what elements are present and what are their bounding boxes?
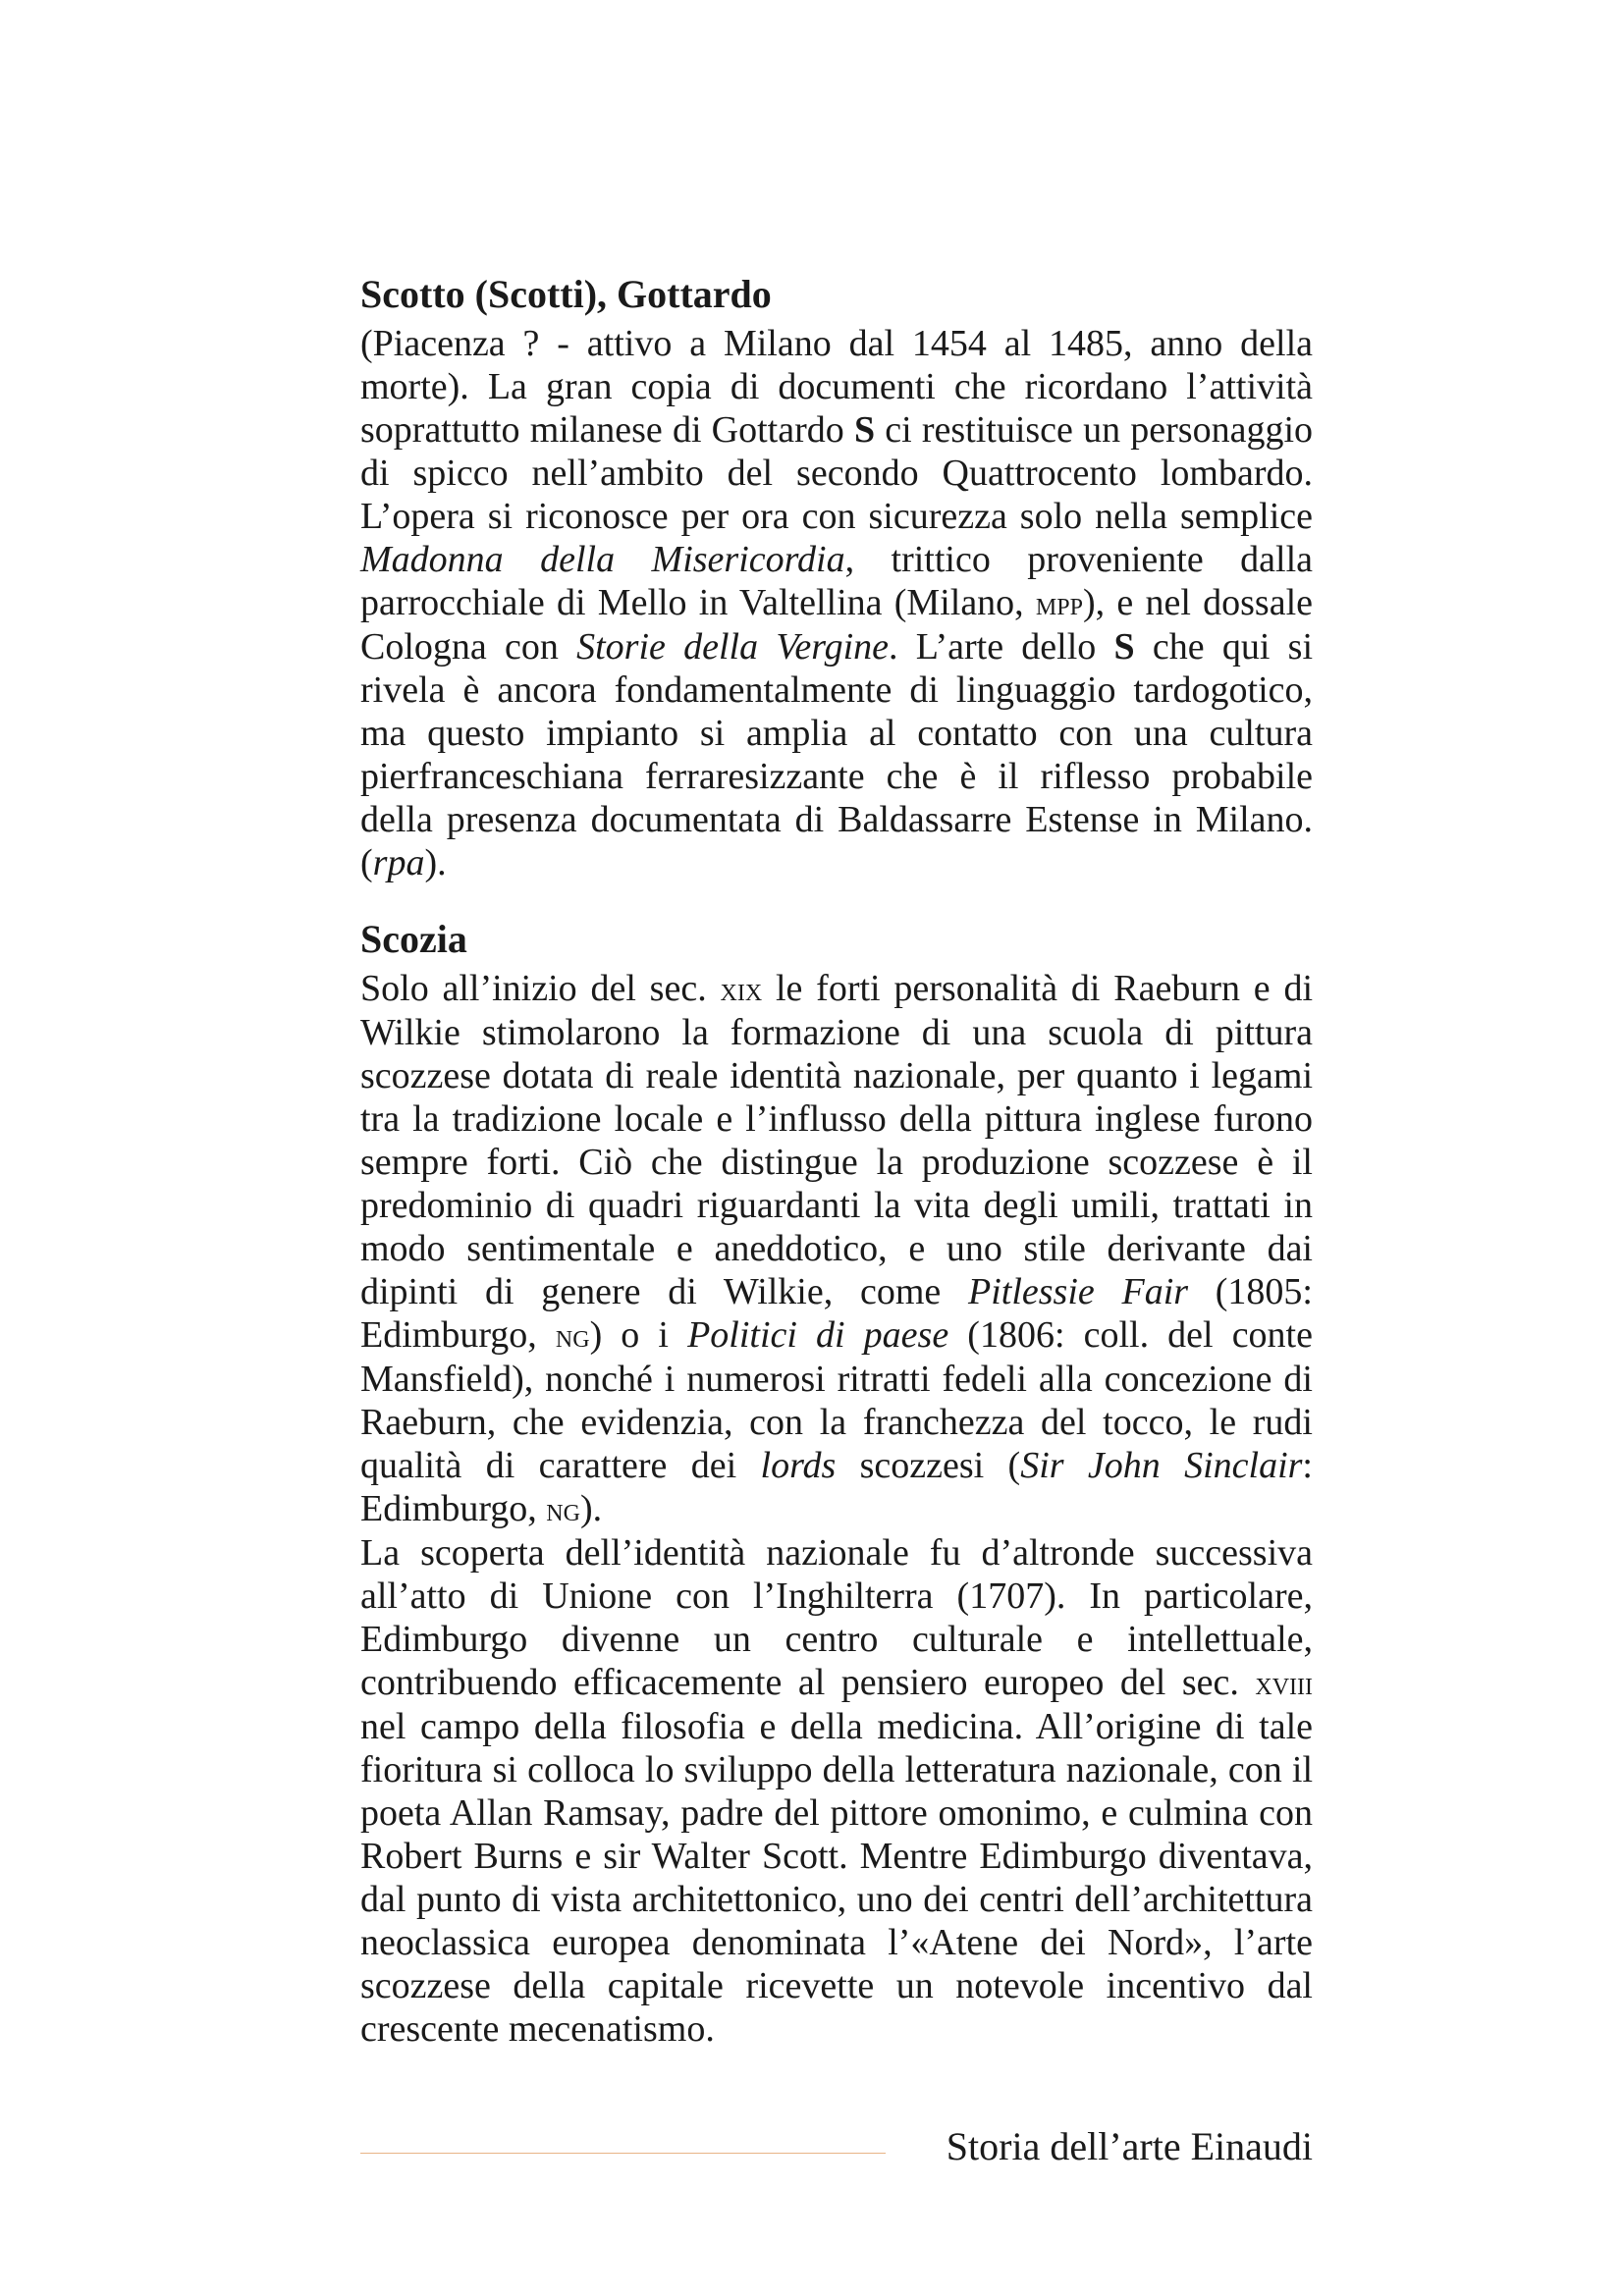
text-run: ), e nel dossale Cologna con bbox=[360, 582, 1313, 667]
text-run: le forti personalità di Raeburn e di Wilkie stimolarono la formazione di una scuola di pittura scozzese dotata di reale identità nazionale, per quanto i legami tra la tradizione locale e l’influsso della pittura inglese furono sempre forti. Ciò che distingue la produzione scozzese è il predominio di quadri riguardanti la vita degli umili, trattati in modo sentimentale e aneddotico, e uno stile derivante dai dipinti di genere di Wilkie, come bbox=[360, 968, 1313, 1312]
footer-rule bbox=[360, 2153, 886, 2154]
text-run: : Edimburgo, bbox=[360, 1445, 1313, 1529]
bold-abbrev: S bbox=[1113, 626, 1135, 667]
italic-title: Sir John Sinclair bbox=[1020, 1445, 1303, 1486]
italic-title: rpa bbox=[372, 842, 425, 883]
italic-title: lords bbox=[760, 1445, 837, 1486]
italic-title: Politici di paese bbox=[687, 1314, 949, 1356]
entry-body bbox=[360, 967, 1313, 2051]
text-run: (1805: Edimburgo, bbox=[360, 1271, 1313, 1356]
text-run: (Piacenza ? - attivo a Milano dal 1454 al 1485, anno della morte). La gran copia di documenti che ricordano l’attività soprattutto milanese di Gottardo bbox=[360, 323, 1313, 451]
text-run: , trittico proveniente dalla parrocchiale di Mello in Valtellina (Milano, bbox=[360, 539, 1313, 623]
text-run: Solo all’inizio del sec. bbox=[360, 968, 721, 1009]
small-caps-abbrev: xviii bbox=[1255, 1664, 1313, 1702]
italic-title: Pitlessie Fair bbox=[968, 1271, 1189, 1312]
text-run: ci restituisce un personaggio di spicco nell’ambito del secondo Quattrocento lombardo. L’opera si riconosce per ora con sicurezza solo nella semplice bbox=[360, 409, 1313, 537]
text-run: scozzesi ( bbox=[836, 1445, 1021, 1486]
italic-title: Madonna della Misericordia bbox=[360, 539, 845, 580]
small-caps-abbrev: mpp bbox=[1035, 584, 1083, 622]
text-run: (1806: coll. del conte Mansfield), nonché i numerosi ritratti fedeli alla concezione di Raeburn, che evidenzia, con la franchezza del tocco, le rudi qualità di carattere dei bbox=[360, 1314, 1313, 1486]
entry-paragraph bbox=[360, 1531, 1313, 2051]
page-content bbox=[360, 273, 1313, 2084]
entry-title: Scotto (Scotti), Gottardo bbox=[360, 272, 772, 316]
text-run: nel campo della filosofia e della medicina. All’origine di tale fioritura si colloca lo sviluppo della letteratura nazionale, con il poeta Allan Ramsay, padre del pittore omonimo, e culmina con Robert Burns e sir Walter Scott. Mentre Edimburgo diventava, dal punto di vista architettonico, uno dei centri dell’architettura neoclassica europea denominata l’«Atene dei Nord», l’arte scozzese della capitale ricevette un notevole incentivo dal crescente mecenatismo. bbox=[360, 1706, 1313, 2050]
small-caps-abbrev: ng bbox=[546, 1490, 580, 1528]
entry-scotto bbox=[360, 273, 1313, 884]
text-run: ). bbox=[424, 842, 447, 883]
text-run: . L’arte dello bbox=[889, 626, 1114, 667]
text-run: ). bbox=[579, 1488, 603, 1529]
entry-scozia bbox=[360, 918, 1313, 2051]
italic-title: Storie della Vergine bbox=[576, 626, 889, 667]
entry-paragraph bbox=[360, 322, 1313, 884]
footer-publication-label: Storia dell’arte Einaudi bbox=[946, 2124, 1313, 2168]
text-run: che qui si rivela è ancora fondamentalmente di linguaggio tardogotico, ma questo impianto si amplia al contatto con una cultura pierfranceschiana ferraresizzante che è il riflesso probabile della presenza documentata di Baldassarre Estense in Milano. ( bbox=[360, 626, 1313, 883]
small-caps-abbrev: ng bbox=[555, 1316, 590, 1355]
text-run: ) o i bbox=[589, 1314, 688, 1356]
entry-body bbox=[360, 322, 1313, 884]
text-run: La scoperta dell’identità nazionale fu d’altronde successiva all’atto di Unione con l’Inghilterra (1707). In particolare, Edimburgo divenne un centro culturale e intellettuale, contribuendo efficacemente al pensiero europeo del sec. bbox=[360, 1532, 1313, 1703]
page-footer bbox=[360, 2115, 1313, 2174]
bold-abbrev: S bbox=[853, 409, 876, 451]
entry-paragraph bbox=[360, 967, 1313, 1531]
small-caps-abbrev: xix bbox=[720, 970, 763, 1008]
entry-title: Scozia bbox=[360, 917, 467, 961]
